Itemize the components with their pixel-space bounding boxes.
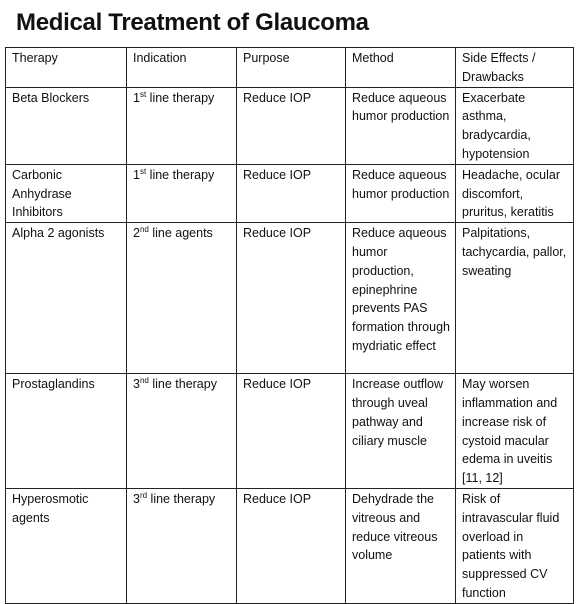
indication-ordinal: st <box>139 166 147 176</box>
indication-ordinal: nd <box>139 376 149 386</box>
cell-method: Dehydrade the vitreous and reduce vitreous volume <box>346 488 456 603</box>
indication-ordinal: st <box>139 89 147 99</box>
cell-side-effects: Palpitations, tachycardia, pallor, sweating <box>456 223 574 374</box>
cell-therapy: Prostaglandins <box>6 374 127 489</box>
cell-purpose: Reduce IOP <box>237 374 346 489</box>
indication-text: line therapy <box>147 491 216 506</box>
cell-indication <box>127 488 237 603</box>
table-row <box>6 223 574 374</box>
header-therapy: Therapy <box>6 48 127 88</box>
indication-text: line therapy <box>146 167 215 182</box>
indication-number: 1 <box>133 167 140 182</box>
header-method: Method <box>346 48 456 88</box>
treatment-table <box>5 47 574 604</box>
cell-side-effects: Exacerbate asthma, bradycardia, hypotension <box>456 87 574 164</box>
cell-indication <box>127 374 237 489</box>
cell-side-effects: Headache, ocular discomfort, pruritus, keratitis <box>456 164 574 222</box>
cell-method: Reduce aqueous humor production <box>346 164 456 222</box>
cell-indication <box>127 87 237 164</box>
cell-method: Reduce aqueous humor production, epinephrine prevents PAS formation through mydriatic effect <box>346 223 456 374</box>
header-indication: Indication <box>127 48 237 88</box>
page-title: Medical Treatment of Glaucoma <box>16 9 369 36</box>
cell-method: Increase outflow through uveal pathway and ciliary muscle <box>346 374 456 489</box>
cell-side-effects: Risk of intravascular fluid overload in patients with suppressed CV function <box>456 488 574 603</box>
indication-number: 3 <box>133 491 140 506</box>
cell-purpose: Reduce IOP <box>237 223 346 374</box>
header-purpose: Purpose <box>237 48 346 88</box>
cell-therapy: Beta Blockers <box>6 87 127 164</box>
cell-method: Reduce aqueous humor production <box>346 87 456 164</box>
cell-therapy: Alpha 2 agonists <box>6 223 127 374</box>
cell-side-effects: May worsen inflammation and increase risk of cystoid macular edema in uveitis [11, 12] <box>456 374 574 489</box>
cell-indication <box>127 164 237 222</box>
header-side-effects: Side Effects / Drawbacks <box>456 48 574 88</box>
table-row <box>6 87 574 164</box>
indication-text: line therapy <box>148 377 217 392</box>
cell-therapy: Hyperosmotic agents <box>6 488 127 603</box>
indication-number: 2 <box>133 226 140 241</box>
indication-text: line agents <box>148 226 213 241</box>
indication-ordinal: nd <box>139 225 149 235</box>
cell-purpose: Reduce IOP <box>237 164 346 222</box>
indication-text: line therapy <box>146 90 215 105</box>
cell-indication <box>127 223 237 374</box>
cell-therapy: Carbonic Anhydrase Inhibitors <box>6 164 127 222</box>
table-header-row <box>6 48 574 88</box>
indication-number: 1 <box>133 90 140 105</box>
cell-purpose: Reduce IOP <box>237 488 346 603</box>
indication-ordinal: rd <box>139 490 148 500</box>
table-row <box>6 374 574 489</box>
table-row <box>6 488 574 603</box>
indication-number: 3 <box>133 377 140 392</box>
cell-purpose: Reduce IOP <box>237 87 346 164</box>
table-row <box>6 164 574 222</box>
